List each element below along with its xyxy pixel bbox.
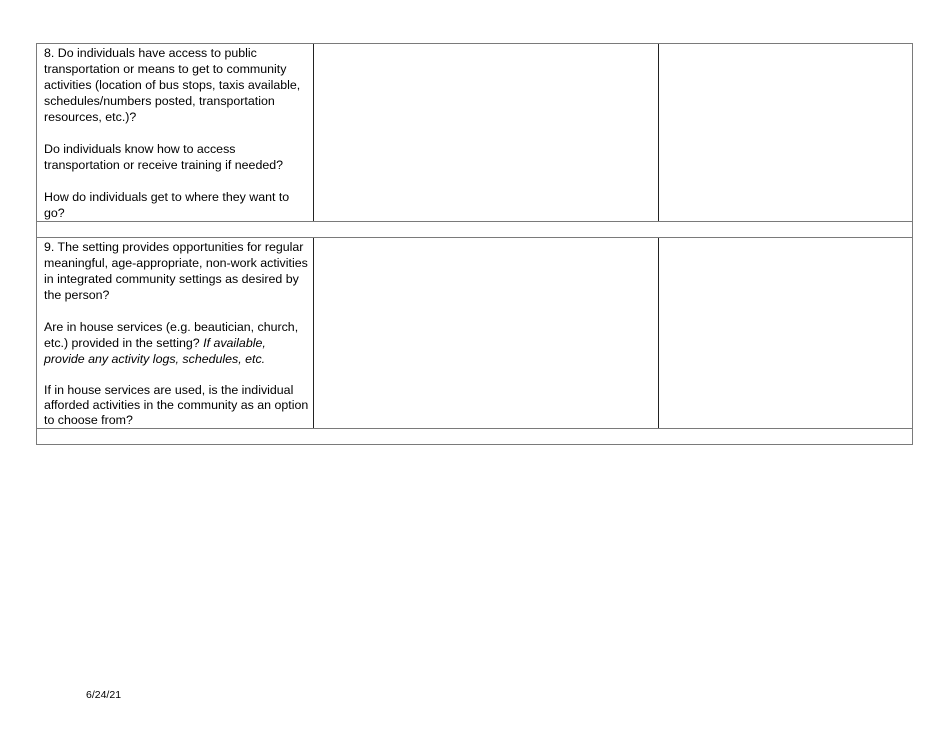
- table-row-spacer: [36, 429, 913, 445]
- table-row-spacer: [36, 222, 913, 238]
- assessment-table: [36, 43, 913, 445]
- question-9-text: 9. The setting provides opportunities for regular meaningful, age-appropriate, non-work activities in integrated community settings as desired by the person?: [44, 240, 308, 302]
- question-8-followup-1: Do individuals know how to access transportation or receive training if needed?: [44, 142, 284, 172]
- comments-cell-9[interactable]: [659, 238, 912, 428]
- question-8-followup-2: How do individuals get to where they want to go?: [44, 190, 290, 220]
- question-cell-9: [37, 238, 314, 428]
- response-cell-8[interactable]: [314, 44, 659, 221]
- table-row-question-8: [36, 43, 913, 222]
- footer-date: 6/24/21: [86, 689, 122, 701]
- question-9-followup-1: [44, 319, 309, 367]
- response-cell-9[interactable]: [314, 238, 659, 428]
- question-9-followup-2: If in house services are used, is the individual afforded activities in the community as an option to choose from?: [44, 383, 309, 427]
- question-9-followup-1-italic: If available, provide any activity logs, schedules, etc.: [44, 336, 266, 366]
- table-row-question-9: [36, 238, 913, 429]
- comments-cell-8[interactable]: [659, 44, 912, 221]
- question-cell-8: [37, 44, 314, 221]
- question-8-text: 8. Do individuals have access to public transportation or means to get to community activities (location of bus stops, taxis available, schedules/numbers posted, transportation resources, etc.)?: [44, 46, 301, 124]
- question-9-followup-1-plain: Are in house services (e.g. beautician, church, etc.) provided in the setting?: [44, 320, 299, 350]
